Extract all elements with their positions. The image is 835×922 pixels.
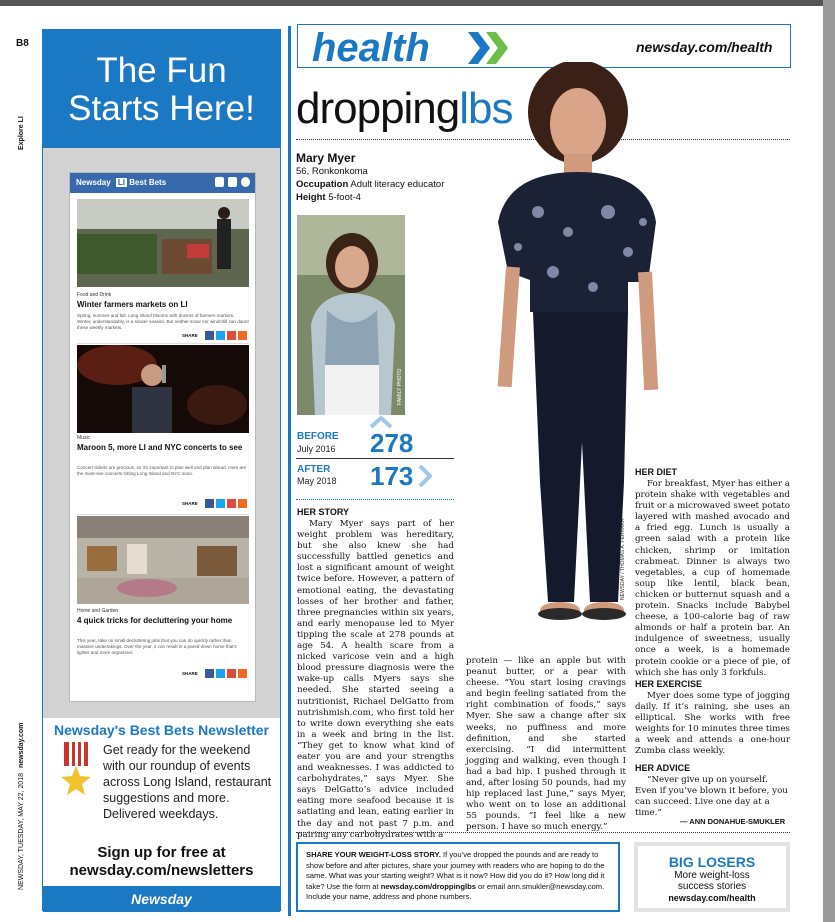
- share-label: SHARE: [182, 333, 198, 338]
- diet-text: For breakfast, Myer has either a protein shake with vegetables and fruit or a microwaved sweet potato layered with mashed avocado and a fried egg. Lunch is usually a green salad with a protein like chicken, shrimp or imitation crabmeat. Dinner is always two vegetables, a cup of homemade soup like lentil, black bean, chicken or butternut squash and a protein. Snacks include Babybel cheese, a 100-calorie bag of raw almonds or half a protein bar. An indulgence of sweetness, usually once a week, is a homemade protein cookie or a piece of pie, of which she has only 3 forkfuls.: [635, 479, 790, 678]
- google-share-icon[interactable]: [227, 499, 236, 508]
- google-share-icon[interactable]: [227, 669, 236, 678]
- exercise-text: Myer does some type of jogging daily. If it’s raining, she uses an elliptical. She works with free weights for 10 minutes three times a week and attends a one-hour Zumba class weekly.: [635, 691, 790, 757]
- footer-site: newsday.com: [18, 722, 25, 768]
- newsletter-title: Newsday's Best Bets Newsletter: [54, 722, 269, 738]
- top-border: [0, 0, 835, 6]
- newsday-logo: Newsday: [43, 886, 280, 912]
- share-text1: If you’ve dropped the pounds and are ready to show before and after pictures, share your journey with readers who are hoping to do the same. What was your starting weight? What is it now? How did you do it? How long did it take? Use the form at: [306, 850, 605, 891]
- height-value: 5-foot-4: [328, 192, 361, 203]
- big-losers-title: BIG LOSERS: [668, 854, 756, 870]
- decluttering-photo: [77, 516, 249, 604]
- story-heading: HER STORY: [297, 507, 350, 517]
- twitter-icon[interactable]: [228, 177, 237, 187]
- title-part1: dropping: [296, 84, 460, 133]
- advice-text: “Never give up on yourself. Even if you’ve blown it before, you can succeed. Live one day at a time.”: [635, 775, 788, 819]
- occupation-value: Adult literacy educator: [350, 179, 445, 190]
- chevron-right-icon: [468, 32, 512, 64]
- advice-heading: HER ADVICE: [635, 763, 691, 773]
- facebook-share-icon[interactable]: [205, 499, 214, 508]
- share-lead: SHARE YOUR WEIGHT-LOSS STORY.: [306, 850, 441, 859]
- story-title[interactable]: Winter farmers markets on LI: [77, 300, 188, 309]
- twitter-share-icon[interactable]: [216, 499, 225, 508]
- after-weight: 173: [370, 461, 414, 491]
- signup-line2: newsday.com/newsletters: [69, 862, 254, 879]
- share-url[interactable]: newsday.com/droppinglbs: [380, 881, 476, 891]
- story-card[interactable]: [77, 199, 249, 344]
- big-losers-line1: More weight-loss: [674, 870, 750, 881]
- ad-headline-line1: The Fun: [96, 51, 227, 90]
- more-share-icon[interactable]: [238, 499, 247, 508]
- section-label: Explore LI: [18, 116, 25, 150]
- facebook-share-icon[interactable]: [205, 669, 214, 678]
- share-label: SHARE: [182, 501, 198, 506]
- footer-date: NEWSDAY, TUESDAY, MAY 22, 2018: [18, 773, 25, 890]
- farmers-market-photo: [77, 199, 249, 287]
- story-category: Food and Drink: [77, 292, 112, 298]
- profile-facts: [296, 165, 444, 204]
- header-site[interactable]: newsday.com/health: [636, 39, 773, 55]
- photo-credit: FAMILY PHOTO: [397, 368, 403, 405]
- story-col1: Mary Myer says part of her weight problem was hereditary, but she also knew she had successfully battled genetics and lost a significant amount of weight twice before. However, a pattern of emotional eating, the devastating losses of her brother and father, three pregnancies within six years, and early menopause led to Myer tipping the scale at 278 pounds at age 54. A health scare from a nicked varicose vein and a high blood pressure diagnosis were the wake-up calls Myers says she needed. She started seeing a nutritionist, Richael DelGatto from nutrishmish.com, who first told her to write down everything she eats in a week and bring in the list. “They get to know what kind of eater you are and your strengths and weaknesses. I was addicted to carbohydrates,” says Myer. She says DelGatto’s advice included eating more seafood because it is satiating and lean, eating earlier in the day and not past 7 p.m. and pairing any carbohydrates with a: [297, 519, 454, 840]
- bottom-divider: [296, 832, 790, 833]
- card-badge: LI: [117, 178, 126, 187]
- share-story-box: [296, 842, 620, 912]
- big-losers-line2: success stories: [677, 881, 747, 892]
- big-losers-box[interactable]: [634, 842, 790, 912]
- more-share-icon[interactable]: [238, 331, 247, 340]
- page-number: B8: [16, 38, 29, 49]
- concert-photo: [77, 345, 249, 433]
- best-bets-card: [69, 172, 256, 702]
- ad-column: [42, 29, 281, 911]
- diet-heading: HER DIET: [635, 467, 678, 477]
- before-photo: [297, 215, 405, 415]
- signup-line1: Sign up for free at: [97, 844, 226, 861]
- signup-link[interactable]: [43, 838, 280, 886]
- share-label: SHARE: [182, 671, 198, 676]
- twitter-share-icon[interactable]: [216, 331, 225, 340]
- before-label: BEFORE: [297, 431, 339, 442]
- main-photo-credit: NEWSDAY / THOMAS A. FERRARA: [620, 518, 626, 600]
- card-title: Best Bets: [129, 178, 167, 187]
- story-title[interactable]: 4 quick tricks for decluttering your home: [77, 616, 233, 625]
- before-date: July 2016: [297, 444, 336, 454]
- story-description: Spring, summer and fall, Long Island blooms with dozens of farmers markets. Winter, understandably, is a slower season. But neither snow nor windchill can daunt these weekly markets.: [77, 313, 249, 330]
- ad-headline-line2: Starts Here!: [68, 89, 255, 128]
- card-header: [70, 173, 255, 193]
- facebook-share-icon[interactable]: [205, 331, 214, 340]
- medal-icon: [61, 742, 91, 800]
- section-title: health: [312, 26, 430, 70]
- profile-name: Mary Myer: [296, 151, 356, 165]
- title-part2: lbs: [459, 84, 513, 133]
- big-losers-url[interactable]: newsday.com/health: [668, 893, 756, 903]
- chevron-up-icon: [370, 416, 392, 428]
- settings-icon[interactable]: [241, 177, 250, 187]
- card-brand: Newsday: [76, 178, 111, 187]
- height-label: Height: [296, 192, 326, 203]
- story-col2: protein — like an apple but with peanut butter, or a pear with cheese. “You start losing cravings and begin feeling satiated from the right combination of foods,” says Myer. She saw a change after six weeks, no puffiness and more definition, and she started exercising. “I did intermittent jogging and walking, even though I had a bad hip. I pushed through it and, after losing 50 pounds, had my hip replaced last June,” says Myer, who went on to lose an additional 55 pounds. “I feel like a new person. I have so much energy.”: [466, 656, 626, 833]
- occupation-label: Occupation: [296, 179, 349, 190]
- right-border: [823, 0, 835, 922]
- exercise-heading: HER EXERCISE: [635, 679, 703, 689]
- profile-age-town: 56, Ronkonkoma: [296, 166, 368, 177]
- story-category: Music: [77, 435, 91, 441]
- story-title[interactable]: Maroon 5, more LI and NYC concerts to see: [77, 443, 243, 452]
- after-label: AFTER: [297, 464, 331, 475]
- stats-dots: [296, 499, 454, 500]
- byline: — ANN DONAHUE-SMUKLER: [680, 817, 786, 826]
- more-share-icon[interactable]: [238, 669, 247, 678]
- story-description: Concert tickets are precious, so it's important to plan well and plan ahead. Here are the must-see concerts hitting Long Island and NYC soon.: [77, 465, 247, 476]
- stats-divider: [296, 458, 454, 459]
- newsletter-text: Get ready for the weekend with our roundup of events across Long Island, restaurant suggestions and more. Delivered weekdays.: [103, 743, 272, 821]
- ad-headline[interactable]: [43, 30, 280, 148]
- share-text2: or email ann.smukler@newsday.com. Include your name, address and phone numbers.: [306, 881, 605, 902]
- chevron-right-icon: [418, 465, 432, 487]
- before-weight: 278: [370, 428, 414, 458]
- story-card[interactable]: [77, 516, 249, 696]
- story-description: This year, take on small decluttering jobs that you can do quickly rather than massive undertakings. Over the year, it can result in a pared-down home that's lighter and more organized.: [77, 638, 237, 655]
- story-card[interactable]: [77, 345, 249, 515]
- facebook-icon[interactable]: [215, 177, 224, 187]
- twitter-share-icon[interactable]: [216, 669, 225, 678]
- after-date: May 2018: [297, 476, 337, 486]
- google-share-icon[interactable]: [227, 331, 236, 340]
- story-category: Home and Garden: [77, 608, 119, 614]
